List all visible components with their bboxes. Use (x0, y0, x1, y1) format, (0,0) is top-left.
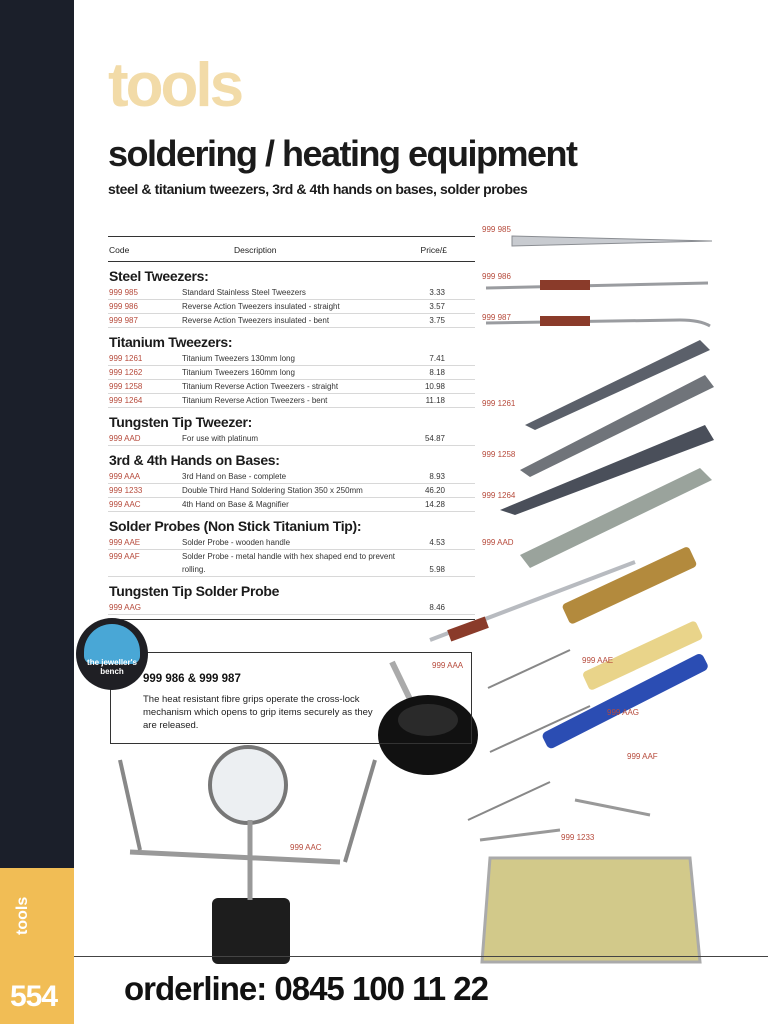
product-description: Titanium Reverse Action Tweezers - bent (182, 396, 328, 405)
label-999-aag: 999 AAG (607, 708, 640, 717)
product-price: 3.57 (429, 302, 445, 311)
label-999-1264: 999 1264 (482, 491, 516, 500)
product-code: 999 AAD (109, 434, 141, 443)
table-row (108, 550, 475, 577)
product-price: 54.87 (424, 434, 445, 443)
group-title: Tungsten Tip Solder Probe (109, 583, 280, 599)
product-price: 10.98 (424, 382, 445, 391)
group-title: Steel Tweezers: (109, 268, 209, 284)
product-code: 999 987 (109, 316, 138, 325)
product-description: 3rd Hand on Base - complete (182, 472, 287, 481)
orderline-phone: orderline: 0845 100 11 22 (124, 970, 488, 1007)
product-price: 11.18 (425, 396, 445, 405)
product-description: Double Third Hand Soldering Station 350 x 250mm (182, 486, 363, 495)
product-description: Solder Probe - wooden handle (182, 538, 291, 547)
table-row (108, 300, 475, 314)
product-price: 14.28 (424, 500, 445, 509)
label-999-987: 999 987 (482, 313, 511, 322)
table-row (108, 536, 475, 550)
product-code: 999 AAF (109, 552, 140, 561)
label-999-1233: 999 1233 (561, 833, 595, 842)
product-price: 3.75 (429, 316, 445, 325)
badge-line-1: the jeweller's (87, 658, 137, 667)
product-description: Titanium Reverse Action Tweezers - straight (182, 382, 339, 391)
product-code: 999 1233 (109, 486, 143, 495)
product-code: 999 1262 (109, 368, 143, 377)
tweezer-1261-image (525, 340, 710, 430)
product-description: Titanium Tweezers 160mm long (182, 368, 295, 377)
label-999-aaf: 999 AAF (627, 752, 658, 761)
probe-aae-image (488, 546, 698, 688)
table-row (108, 366, 475, 380)
product-description: Reverse Action Tweezers insulated - straight (182, 302, 340, 311)
product-price: 3.33 (429, 288, 445, 297)
page-title: soldering / heating equipment (108, 133, 577, 174)
product-description: Reverse Action Tweezers insulated - bent (182, 316, 330, 325)
product-group (108, 268, 475, 328)
group-title: Titanium Tweezers: (109, 334, 233, 350)
product-code: 999 1261 (109, 354, 143, 363)
label-999-aad: 999 AAD (482, 538, 514, 547)
label-999-1258: 999 1258 (482, 450, 516, 459)
page-subtitle: steel & titanium tweezers, 3rd & 4th hands on bases, solder probes (108, 181, 528, 197)
product-code: 999 AAE (109, 538, 141, 547)
info-box (110, 652, 472, 744)
product-code: 999 AAG (109, 603, 142, 612)
badge-line-2: bench (100, 667, 124, 676)
column-description: Description (234, 245, 277, 255)
table-row (108, 470, 475, 484)
product-group (108, 334, 475, 408)
label-999-1261: 999 1261 (482, 399, 516, 408)
tweezer-986-image (486, 280, 708, 290)
product-description: For use with platinum (182, 434, 259, 443)
info-heading: 999 986 & 999 987 (143, 673, 241, 685)
product-price: 8.18 (429, 368, 445, 377)
table-row (108, 432, 475, 446)
label-999-aaa: 999 AAA (432, 661, 464, 670)
product-description: 4th Hand on Base & Magnifier (182, 500, 289, 509)
group-title: 3rd & 4th Hands on Bases: (109, 452, 280, 468)
group-title: Tungsten Tip Tweezer: (109, 414, 253, 430)
label-999-aac: 999 AAC (290, 843, 322, 852)
fourth-hand-aac-image (120, 747, 375, 964)
column-code: Code (109, 245, 130, 255)
product-code: 999 1258 (109, 382, 143, 391)
product-price: 46.20 (424, 486, 445, 495)
product-code: 999 986 (109, 302, 138, 311)
footer-rule (74, 956, 768, 957)
product-price: 4.53 (429, 538, 445, 547)
table-bottom-rule (108, 615, 475, 620)
table-row (108, 380, 475, 394)
product-description: Standard Stainless Steel Tweezers (182, 288, 306, 297)
jewellers-bench-badge (76, 618, 148, 690)
label-999-aae: 999 AAE (582, 656, 614, 665)
tweezer-985-image (512, 236, 712, 246)
table-row (108, 286, 475, 300)
soldering-station-1233-image (480, 800, 700, 962)
table-row (108, 484, 475, 498)
table-row (108, 394, 475, 408)
table-row (108, 498, 475, 512)
page-number: 554 (10, 980, 58, 1013)
product-price: 5.98 (429, 565, 445, 574)
product-group (108, 583, 475, 615)
product-group (108, 414, 475, 446)
product-price: 7.41 (429, 354, 445, 363)
group-title: Solder Probes (Non Stick Titanium Tip): (109, 518, 362, 534)
table-header (108, 236, 475, 262)
product-group (108, 518, 475, 577)
product-code: 999 AAC (109, 500, 141, 509)
label-999-985: 999 985 (482, 225, 511, 234)
section-heading: tools (108, 51, 242, 120)
badge-text (80, 658, 144, 676)
product-price: 8.46 (429, 603, 445, 612)
product-description: Titanium Tweezers 130mm long (182, 354, 295, 363)
column-price: Price/£ (420, 245, 447, 255)
product-group (108, 452, 475, 512)
product-code: 999 AAA (109, 472, 141, 481)
label-999-986: 999 986 (482, 272, 511, 281)
table-row (108, 352, 475, 366)
tweezer-987-image (486, 316, 710, 326)
product-code: 999 985 (109, 288, 138, 297)
price-table (108, 236, 475, 620)
info-text: The heat resistant fibre grips operate the cross-lock mechanism which opens to grip items securely as they are released. (143, 694, 373, 731)
table-row (108, 314, 475, 328)
product-code: 999 1264 (109, 396, 143, 405)
product-price: 8.93 (429, 472, 445, 481)
table-row (108, 601, 475, 615)
section-tab-label: tools (14, 896, 31, 935)
product-description: Solder Probe - metal handle with hex shaped end to prevent rolling. (182, 552, 396, 574)
